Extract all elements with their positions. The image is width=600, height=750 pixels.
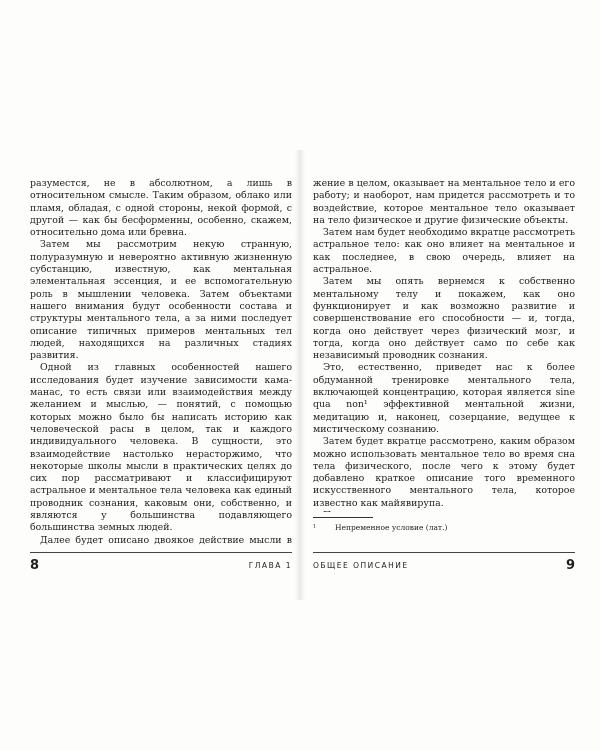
paragraph: Затем будет вкратце рассмотрено, каким образом можно использовать ментальное тело во время сна тела физического, после чего к этому будет добавлено краткое описание того временного искусственного ментального тела, которое известно как майявирупа.	[313, 436, 575, 509]
paragraph: разуместся, не в абсолютном, а лишь в относительном смысле. Таким образом, облако или пламя, обладая, с одной стороны, некой формой, с другой — как бы бесформенны, особенно, скажем, относительно дома или бревна.	[30, 178, 292, 239]
running-head: ГЛАВА 1	[248, 561, 292, 570]
page-number: 8	[30, 558, 40, 573]
right-page	[313, 178, 575, 573]
paragraph: Затем нам будет необходимо вкратце рассмотреть астральное тело: как оно влияет на ментальное и как последнее, в свою очередь, влияет на астральное.	[313, 227, 575, 276]
running-head: ОБЩЕЕ ОПИСАНИЕ	[313, 561, 409, 570]
page-number: 9	[565, 558, 575, 573]
left-page-body	[30, 178, 292, 546]
paragraph: Далее будет описано двоякое действие мысли в	[40, 534, 292, 546]
right-page-body	[313, 178, 575, 512]
paragraph: жение в целом, оказывает на ментальное тело и его работу; и наоборот, нам придется рассмотреть и то воздействие, которое ментальное тело оказывает на тело физическое и другие физические объекты.	[313, 178, 575, 226]
left-page	[30, 178, 292, 573]
paragraph: Затем мы рассмотрим некую странную, полуразумную и невероятно активную жизненную субстанцию, известную, как ментальная элементальная эссенция, и ее вспомогательную роль в мышлении человека. Затем объектами нашего внимания будут особенности состава и структуры ментального тела, а за ними последует описание типичных примеров ментальных тел людей, находящихся на различных стадиях развития.	[30, 239, 292, 362]
paragraph	[313, 510, 575, 512]
page-footer-rule	[30, 552, 292, 553]
paragraph: Это, естественно, приведет нас к более обдуманной тренировке ментального тела, включающей концентрацию, которая является sine qua non¹ эффективной ментальной жизни, медитацию и, наконец, созерцание, ведущее к мистическому сознанию.	[313, 362, 575, 435]
footnote-mark: ¹	[313, 523, 317, 532]
page-footer-rule	[313, 552, 575, 553]
footnote	[313, 523, 575, 533]
paragraph: Затем мы опять вернемся к собственно ментальному телу и покажем, как оно функционирует и как возможно развитие и совершенствование его способности — и, тогда, когда оно действует через физический мозг, и тогда, когда оно действует само по себе как независимый проводник сознания.	[313, 276, 575, 362]
footnote-text: Непременное условие (лат.)	[335, 523, 448, 532]
footnote-rule	[313, 517, 373, 518]
paragraph: Одной из главных особенностей нашего исследования будет изучение зависимости кама-манас, то есть связи или взаимодействия между желанием и мыслью, — понятий, с помощью которых можно было бы написать историю как человеческой расы в целом, так и каждого индивидуального человека. В сущности, это взаимодействие настолько нерасторжимо, что некоторые школы мысли в практических целях до сих пор рассматривают и классифицируют астральное и ментальное тела человека как единый проводник сознания, каковым они, собственно, и являются у большинства подавляющего большинства земных людей.	[30, 362, 292, 534]
book-gutter	[295, 150, 305, 600]
